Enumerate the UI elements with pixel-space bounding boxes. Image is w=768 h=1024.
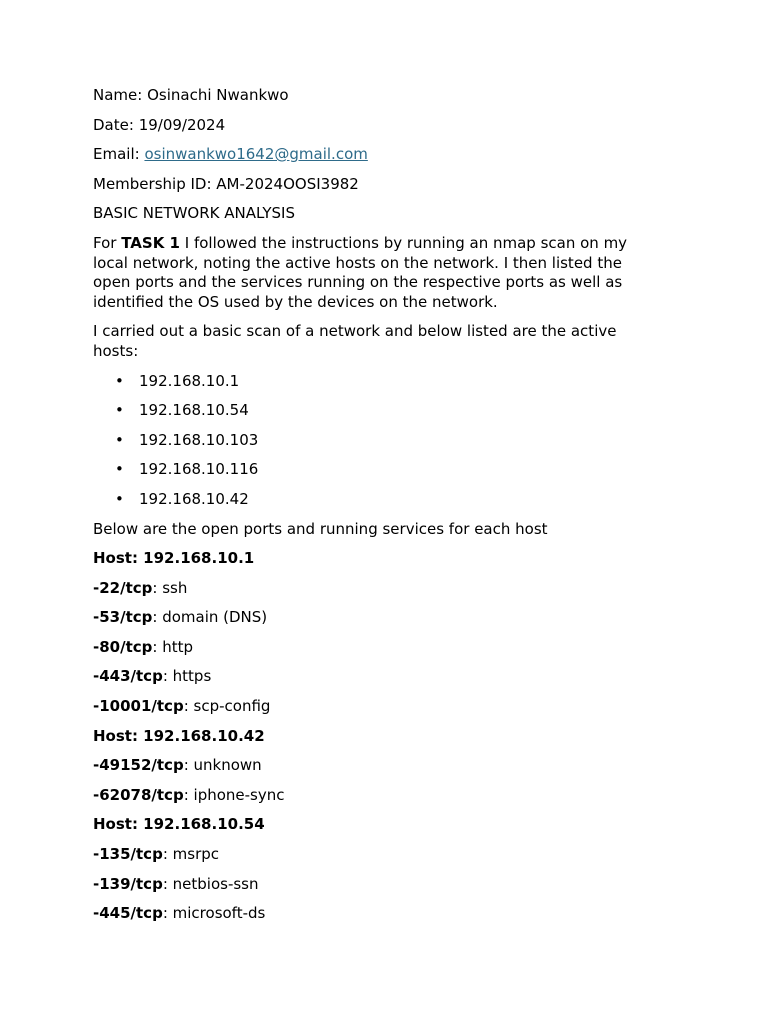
membership-value: AM-2024OOSI3982 xyxy=(216,174,359,193)
port-number: -62078/tcp xyxy=(93,785,184,804)
section-title: BASIC NETWORK ANALYSIS xyxy=(93,204,296,223)
port-number: -53/tcp xyxy=(93,608,153,627)
port-number: -22/tcp xyxy=(93,578,153,597)
host-ip: 192.168.10.54 xyxy=(139,401,249,420)
intro-text: I followed the instructions by running an nmap scan on my local network, noting the active hosts on the network. I then listed the open ports and the services running on the respective ports as well as identified the OS used by the devices on the network. xyxy=(93,233,628,311)
port-service: : ssh xyxy=(152,578,188,597)
email-label: Email: xyxy=(93,145,140,164)
membership-label: Membership ID: xyxy=(93,174,212,193)
date-value: 19/09/2024 xyxy=(138,115,226,134)
port-service: : unknown xyxy=(183,756,262,775)
port-number: -139/tcp xyxy=(93,874,163,893)
port-service: : domain (DNS) xyxy=(152,608,268,627)
port-line xyxy=(93,756,658,776)
port-service: : https xyxy=(162,667,212,686)
port-line xyxy=(93,638,658,658)
date-label: Date: xyxy=(93,115,134,134)
port-service: : scp-config xyxy=(183,697,271,716)
intro-task-label: TASK 1 xyxy=(121,233,180,252)
membership-line xyxy=(93,175,658,195)
intro-prefix: For xyxy=(93,233,117,252)
host-ip: 192.168.10.103 xyxy=(139,430,259,449)
intro-paragraph xyxy=(93,234,658,312)
list-item xyxy=(93,372,658,392)
bullet-icon: • xyxy=(115,371,124,390)
port-line xyxy=(93,875,658,895)
port-number: -10001/tcp xyxy=(93,697,184,716)
port-number: -443/tcp xyxy=(93,667,163,686)
list-item xyxy=(93,401,658,421)
ports-intro: Below are the open ports and running services for each host xyxy=(93,519,548,538)
port-service: : microsoft-ds xyxy=(162,904,266,923)
host-heading xyxy=(93,549,658,569)
port-line xyxy=(93,697,658,717)
bullet-icon: • xyxy=(115,430,124,449)
port-service: : msrpc xyxy=(162,845,220,864)
host-title: Host: 192.168.10.42 xyxy=(93,726,265,745)
host-heading xyxy=(93,815,658,835)
port-line xyxy=(93,786,658,806)
port-service: : netbios-ssn xyxy=(162,874,259,893)
port-number: -80/tcp xyxy=(93,637,153,656)
port-service: : iphone-sync xyxy=(183,785,285,804)
bullet-icon: • xyxy=(115,460,124,479)
list-item xyxy=(93,460,658,480)
email-line xyxy=(93,145,658,165)
bullet-icon: • xyxy=(115,489,124,508)
port-number: -445/tcp xyxy=(93,904,163,923)
name-line xyxy=(93,86,658,106)
email-link[interactable]: osinwankwo1642@gmail.com xyxy=(144,145,368,164)
date-line xyxy=(93,116,658,136)
name-value: Osinachi Nwankwo xyxy=(147,86,289,104)
port-number: -135/tcp xyxy=(93,845,163,864)
port-line xyxy=(93,904,658,924)
port-service: : http xyxy=(152,637,194,656)
scan-paragraph: I carried out a basic scan of a network and below listed are the active hosts: xyxy=(93,322,617,360)
host-title: Host: 192.168.10.1 xyxy=(93,549,255,568)
port-line xyxy=(93,845,658,865)
port-line xyxy=(93,667,658,687)
port-line xyxy=(93,608,658,628)
host-ip: 192.168.10.116 xyxy=(139,460,259,479)
host-title: Host: 192.168.10.54 xyxy=(93,815,265,834)
host-ip: 192.168.10.42 xyxy=(139,489,249,508)
host-ip: 192.168.10.1 xyxy=(139,371,240,390)
active-hosts-list xyxy=(93,372,658,510)
list-item xyxy=(93,431,658,451)
port-line xyxy=(93,579,658,599)
list-item xyxy=(93,490,658,510)
bullet-icon: • xyxy=(115,401,124,420)
name-label: Name: xyxy=(93,86,143,104)
host-heading xyxy=(93,727,658,747)
port-number: -49152/tcp xyxy=(93,756,184,775)
